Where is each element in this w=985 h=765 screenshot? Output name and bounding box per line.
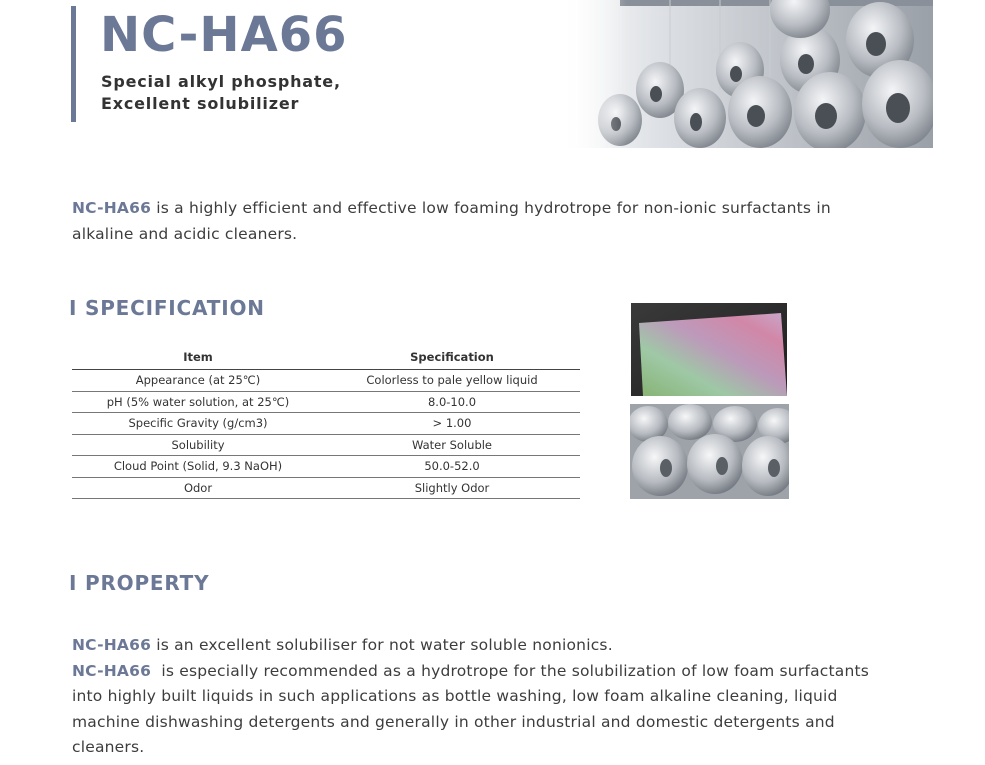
steel-coils-hero-image [560, 0, 933, 148]
spec-cell: Slightly Odor [324, 477, 580, 499]
title-accent-bar [71, 6, 76, 122]
spec-cell: 8.0-10.0 [324, 391, 580, 413]
spec-cell: > 1.00 [324, 413, 580, 435]
specification-table [72, 345, 580, 499]
item-cell: Specific Gravity (g/cm3) [72, 413, 324, 435]
steel-coils-image [630, 404, 789, 499]
property-brand-name-2: NC-HA66 [72, 661, 152, 680]
property-text-1: is an excellent solubiliser for not water soluble nonionics. [151, 636, 613, 654]
item-cell: Cloud Point (Solid, 9.3 NaOH) [72, 456, 324, 478]
item-cell: Odor [72, 477, 324, 499]
property-heading: I PROPERTY [69, 571, 210, 595]
intro-brand-name: NC-HA66 [72, 199, 152, 217]
table-header-row [72, 345, 580, 370]
table-row [72, 391, 580, 413]
property-description [72, 633, 875, 761]
item-cell: Appearance (at 25℃) [72, 370, 324, 392]
spec-cell: Water Soluble [324, 434, 580, 456]
table-row [72, 434, 580, 456]
product-intro [72, 196, 872, 247]
property-brand-name-1: NC-HA66 [72, 636, 152, 654]
spec-cell: Colorless to pale yellow liquid [324, 370, 580, 392]
subtitle-line-2: Excellent solubilizer [101, 94, 300, 113]
table-row [72, 413, 580, 435]
table-row [72, 456, 580, 478]
item-cell: pH (5% water solution, at 25℃) [72, 391, 324, 413]
column-header-specification: Specification [324, 345, 580, 370]
property-text-2: is especially recommended as a hydrotrope for the solubilization of low foam surfactants into highly built liquids in such applications as bottle washing, low foam alkaline cleaning, liquid machine dishwashing detergents and generally in other industrial and domestic detergents and cleaners. [72, 661, 875, 756]
item-cell: Solubility [72, 434, 324, 456]
table-row [72, 477, 580, 499]
column-header-item: Item [72, 345, 324, 370]
iridescent-sheet-image [631, 303, 787, 396]
subtitle-line-1: Special alkyl phosphate, [101, 72, 341, 91]
table-row [72, 370, 580, 392]
spec-cell: 50.0-52.0 [324, 456, 580, 478]
specification-heading: I SPECIFICATION [69, 296, 265, 320]
product-subtitle [101, 71, 341, 115]
product-title: NC-HA66 [100, 7, 348, 63]
intro-text: is a highly efficient and effective low foaming hydrotrope for non-ionic surfactants in alkaline and acidic cleaners. [72, 199, 831, 243]
